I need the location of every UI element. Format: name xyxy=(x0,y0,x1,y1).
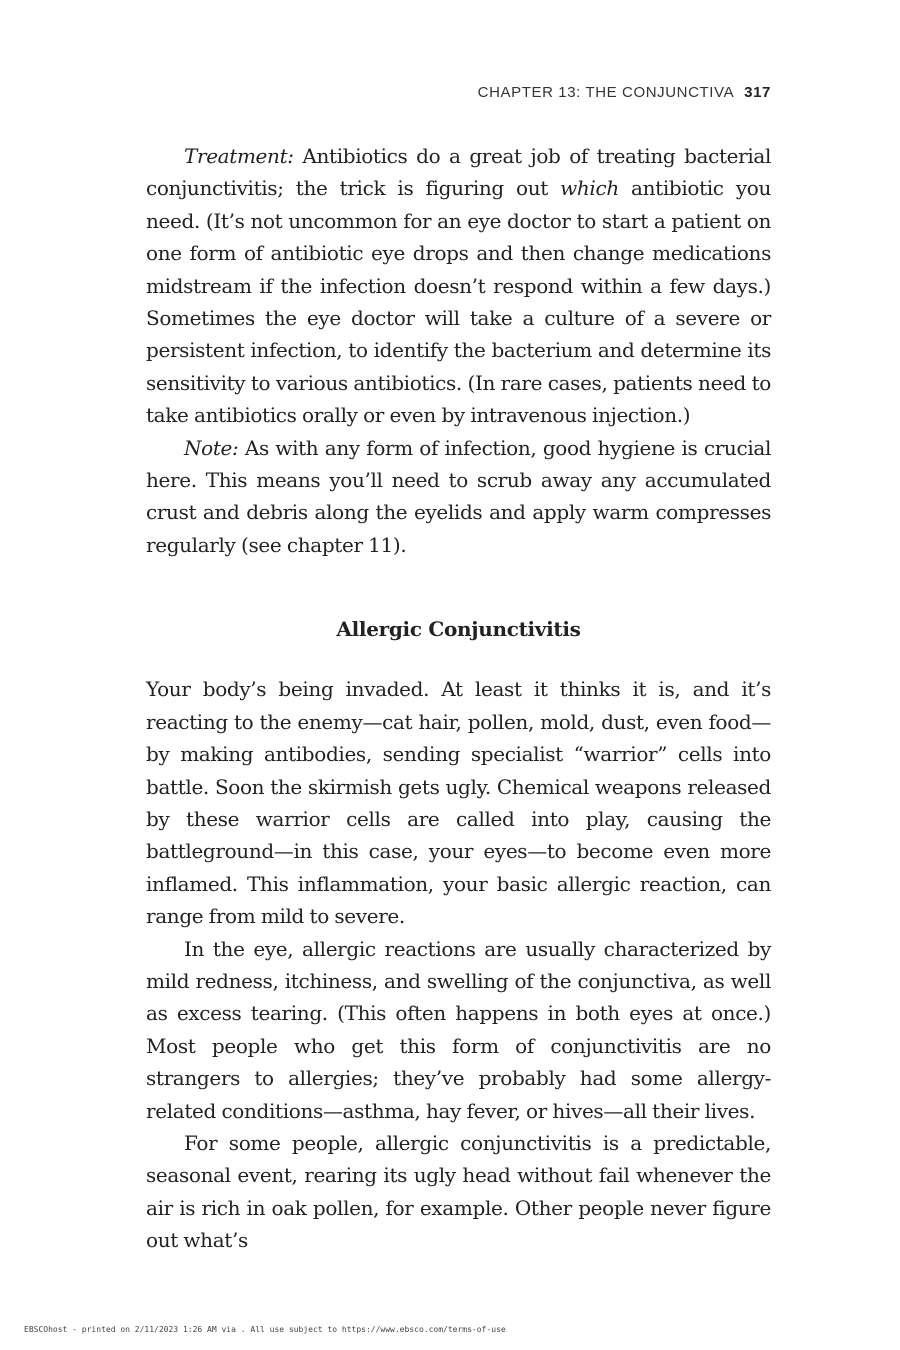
treatment-paragraph xyxy=(146,140,771,432)
chapter-title: CHAPTER 13: THE CONJUNCTIVA xyxy=(477,84,735,101)
treatment-label: Treatment: xyxy=(184,144,294,168)
note-text: As with any form of infection, good hygiene is crucial here. This means you’ll need to scrub away any accumulated crust and debris along the eyelids and apply warm compresses regularly (see chapter 11). xyxy=(146,435,771,557)
note-label: Note: xyxy=(184,435,239,460)
allergic-paragraph-3: For some people, allergic conjunctivitis is a predictable, seasonal event, rearing its ugly head without fail whenever the air is rich in oak pollen, for example. Other people never figure out what’s xyxy=(146,1130,771,1253)
running-header xyxy=(146,84,771,101)
treatment-text-a: Antibiotics do a great job of treating bacterial conjunctivitis; the trick is figuring out xyxy=(146,144,771,201)
page-body xyxy=(146,140,771,1257)
note-paragraph xyxy=(146,432,771,562)
page-number: 317 xyxy=(744,84,771,101)
which-emphasis: which xyxy=(560,176,619,201)
allergic-paragraph-1: Your body’s being invaded. At least it thinks it is, and it’s reacting to the enemy—cat hair, pollen, mold, dust, even food—by making antibodies, sending specialist “warrior” cells into battle. Soon the skirmish gets ugly. Chemical weapons released by these warrior cells are called into play, causing the battleground—in this case, your eyes—to become even more inflamed. This inflammation, your basic allergic reaction, can range from mild to severe. xyxy=(146,677,771,929)
section-heading: Allergic Conjunctivitis xyxy=(336,617,581,642)
footer-notice: EBSCOhost - printed on 2/11/2023 1:26 AM via . All use subject to https://www.ebsco.com/terms-of-use xyxy=(24,1325,506,1334)
treatment-text-b: antibiotic you need. (It’s not uncommon for an eye doctor to start a patient on one form of antibiotic eye drops and then change medications midstream if the infection doesn’t respond within a few days.) Sometimes the eye doctor will take a culture of a severe or persistent infection, to identify the bacterium and determine its sensitivity to various antibiotics. (In rare cases, patients need to take antibiotics orally or even by intravenous injection.) xyxy=(146,176,771,428)
allergic-paragraph-2: In the eye, allergic reactions are usually characterized by mild redness, itchiness, and swelling of the conjunctiva, as well as excess tearing. (This often happens in both eyes at once.) Most people who get this form of conjunctivitis are no strangers to allergies; they’ve probably had some allergy-related conditions—asthma, hay fever, or hives—all their lives. xyxy=(146,936,771,1123)
